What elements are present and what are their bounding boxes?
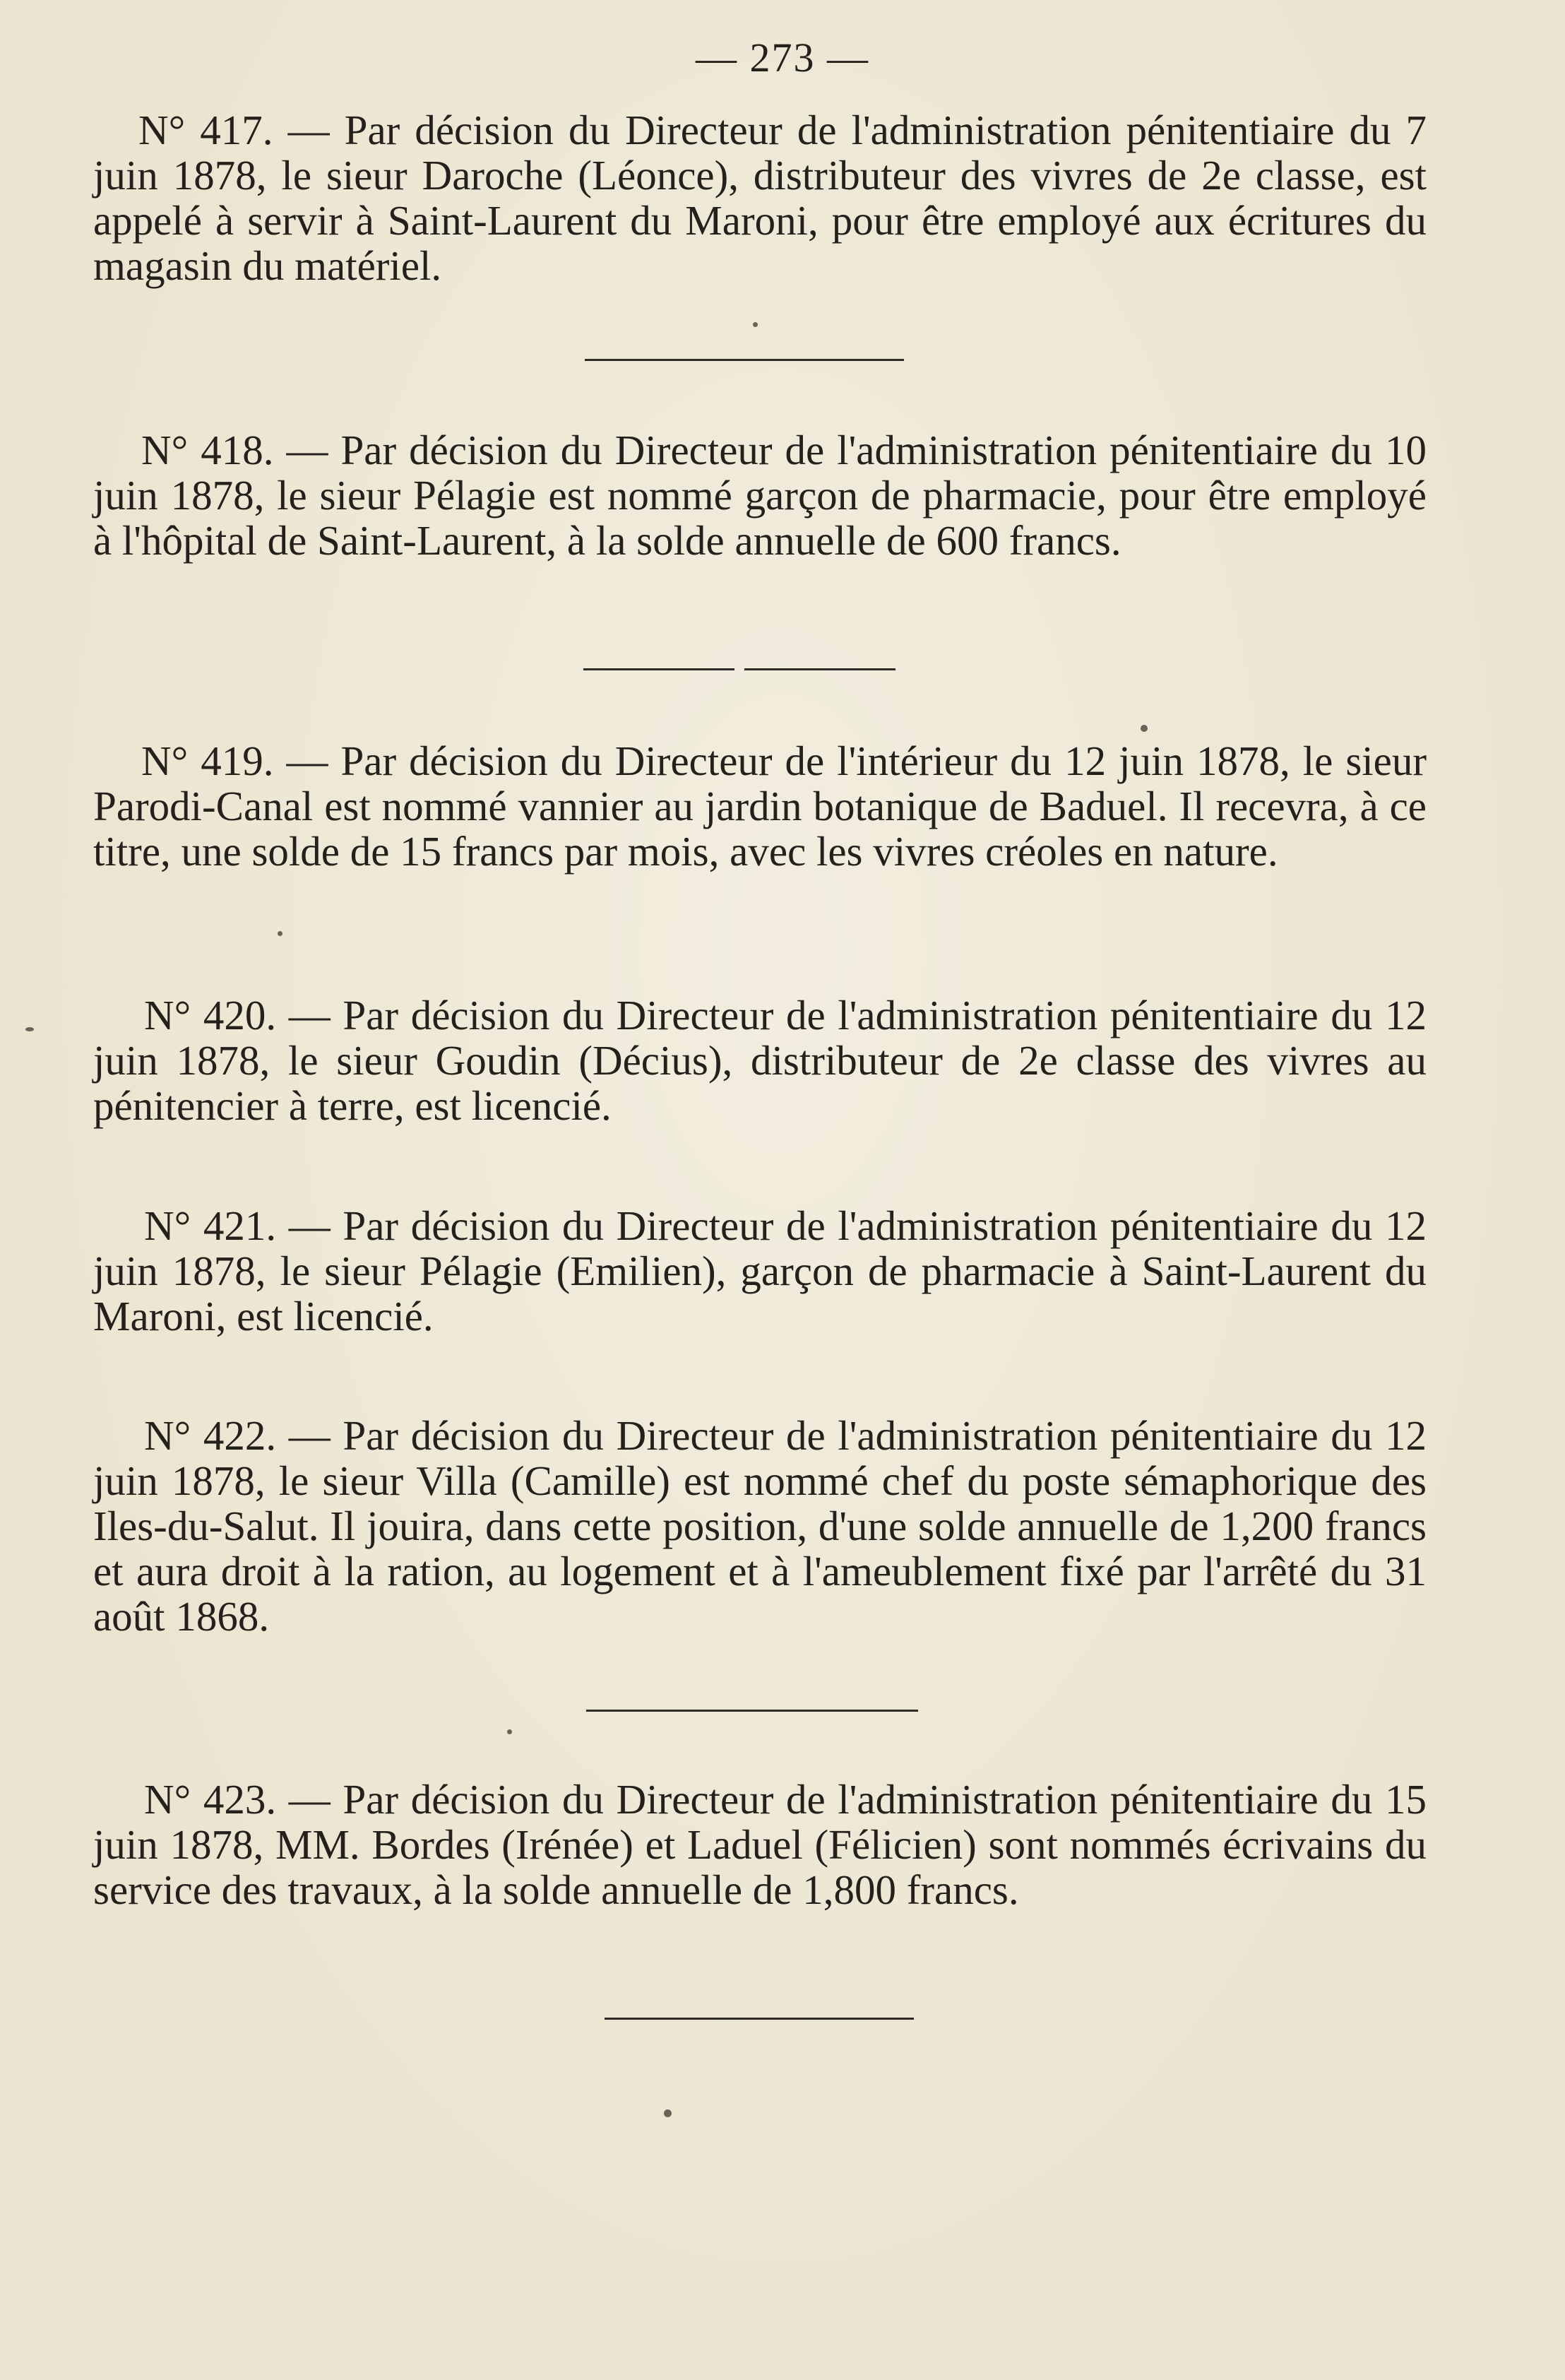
entry-421 bbox=[93, 1203, 1427, 1339]
separator-rule bbox=[586, 1710, 918, 1712]
entry-number: N° 420. bbox=[144, 992, 277, 1038]
entry-423 bbox=[93, 1777, 1427, 1912]
paper-speck bbox=[664, 2109, 672, 2117]
paper-speck bbox=[1141, 725, 1148, 732]
entry-text: — Par décision du Directeur de l'intérieur du 12 juin 1878, le sieur Parodi-Canal est nommé vannier au jardin botanique de Baduel. Il recevra, à ce titre, une solde de 15 francs par mois, avec les vivres créoles en nature. bbox=[93, 738, 1427, 875]
separator-rule-double bbox=[583, 668, 895, 670]
entry-number: N° 423. bbox=[144, 1776, 277, 1823]
entry-number: N° 418. bbox=[141, 427, 274, 473]
paper-speck bbox=[278, 931, 282, 936]
separator-rule bbox=[585, 359, 904, 361]
entry-text: — Par décision du Directeur de l'administration pénitentiaire du 7 juin 1878, le sieur Daroche (Léonce), distributeur des vivres de 2e classe, est appelé à servir à Saint-Laurent du Maroni, pour être employé aux écritures du magasin du matériel. bbox=[93, 107, 1427, 289]
separator-rule bbox=[605, 2018, 914, 2020]
entry-text: — Par décision du Directeur de l'administration pénitentiaire du 12 juin 1878, le sieur Villa (Camille) est nommé chef du poste sémaphorique des Iles-du-Salut. Il jouira, dans cette position, d'une solde annuelle de 1,200 francs et aura droit à la ration, au logement et à l'ameublement fixé par l'arrêté du 31 août 1868. bbox=[93, 1412, 1427, 1640]
entry-422 bbox=[93, 1413, 1427, 1639]
entry-number: N° 417. bbox=[138, 107, 273, 153]
entry-number: N° 419. bbox=[141, 738, 274, 784]
entry-418 bbox=[93, 427, 1427, 563]
entry-420 bbox=[93, 993, 1427, 1128]
paper-speck bbox=[753, 322, 758, 327]
entry-text: — Par décision du Directeur de l'administration pénitentiaire du 12 juin 1878, le sieur Goudin (Décius), distributeur de 2e classe des vivres au pénitencier à terre, est licencié. bbox=[93, 992, 1427, 1129]
entry-text: — Par décision du Directeur de l'administration pénitentiaire du 15 juin 1878, MM. Bordes (Irénée) et Laduel (Félicien) sont nommés écrivains du service des travaux, à la solde annuelle de 1,800 francs. bbox=[93, 1776, 1427, 1913]
entry-number: N° 421. bbox=[144, 1202, 277, 1249]
entry-text: — Par décision du Directeur de l'administration pénitentiaire du 10 juin 1878, le sieur Pélagie est nommé garçon de pharmacie, pour être employé à l'hôpital de Saint-Laurent, à la solde annuelle de 600 francs. bbox=[93, 427, 1427, 564]
paper-speck bbox=[25, 1027, 34, 1031]
entry-text: — Par décision du Directeur de l'administration pénitentiaire du 12 juin 1878, le sieur Pélagie (Emilien), garçon de pharmacie à Saint-Laurent du Maroni, est licencié. bbox=[93, 1202, 1427, 1339]
page-number: — 273 — bbox=[696, 35, 869, 81]
paper-speck bbox=[507, 1729, 512, 1734]
entry-number: N° 422. bbox=[144, 1412, 277, 1459]
entry-419 bbox=[93, 738, 1427, 874]
entry-417 bbox=[93, 107, 1427, 288]
